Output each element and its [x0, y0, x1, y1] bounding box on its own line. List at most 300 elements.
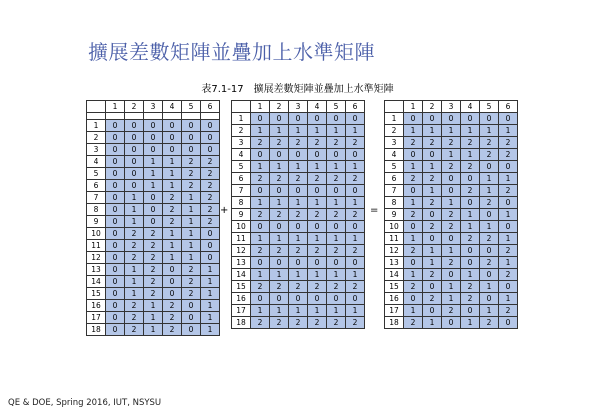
matrix-cell: 2: [480, 137, 499, 149]
matrix-cell: 1: [499, 293, 518, 305]
matrix-cell: 0: [106, 300, 125, 312]
matrix-cell: 2: [144, 228, 163, 240]
matrix-row: [385, 149, 518, 161]
matrix-cell: 0: [182, 324, 201, 336]
matrix-cell: 0: [106, 120, 125, 132]
matrix-cell: 0: [308, 185, 327, 197]
equals-sign: =: [370, 205, 379, 216]
matrix-cell: 1: [461, 209, 480, 221]
matrix-cell: 2: [308, 281, 327, 293]
matrix-row-header: 17: [87, 312, 106, 324]
matrix-cell: 0: [480, 293, 499, 305]
matrix-row: [385, 197, 518, 209]
matrix-cell: 0: [106, 180, 125, 192]
matrix-cell: 2: [201, 192, 220, 204]
matrix-row: [232, 209, 365, 221]
matrix-cell: 1: [182, 252, 201, 264]
matrix-cell: 1: [289, 161, 308, 173]
matrix-row-header: 7: [385, 185, 404, 197]
matrix-cell: 1: [125, 216, 144, 228]
matrix-row: [385, 221, 518, 233]
matrix-cell: 1: [346, 197, 365, 209]
matrix-cell: 2: [442, 161, 461, 173]
matrix-cell: 0: [480, 269, 499, 281]
matrix-cell: 2: [442, 137, 461, 149]
matrix-cell: 0: [461, 257, 480, 269]
matrix-cell: 1: [480, 185, 499, 197]
matrix-cell: 2: [125, 312, 144, 324]
matrix-cell: 0: [270, 293, 289, 305]
matrix-cell: 1: [163, 180, 182, 192]
matrix-cell: 0: [289, 149, 308, 161]
slide-title: 擴展差數矩陣並疊加上水準矩陣: [88, 40, 375, 64]
matrix-cell: 0: [423, 113, 442, 125]
matrix-cell: 2: [480, 197, 499, 209]
matrix-cell: 0: [327, 113, 346, 125]
matrix-cell: 2: [499, 305, 518, 317]
matrix-cell: 2: [499, 149, 518, 161]
matrix-cell: 0: [404, 149, 423, 161]
matrix-cell: 0: [106, 240, 125, 252]
matrix-cell: 1: [461, 221, 480, 233]
matrix-row: [232, 269, 365, 281]
matrix-row-header: 13: [385, 257, 404, 269]
matrix-cell: 1: [201, 312, 220, 324]
matrix-row-header: 2: [87, 132, 106, 144]
matrix-cell: 1: [201, 276, 220, 288]
matrix-row-header: 11: [385, 233, 404, 245]
matrix-cell: 0: [442, 185, 461, 197]
matrix-cell: 1: [480, 221, 499, 233]
matrix-gap-cell: [125, 113, 144, 120]
matrix-row-header: 18: [385, 317, 404, 329]
matrix-cell: 1: [182, 228, 201, 240]
matrix-row: [385, 245, 518, 257]
matrix-cell: 2: [327, 209, 346, 221]
matrix-row: [232, 221, 365, 233]
matrix-cell: 2: [480, 149, 499, 161]
matrix-cell: 1: [144, 300, 163, 312]
matrix-cell: 1: [442, 293, 461, 305]
matrix-cell: 0: [308, 221, 327, 233]
matrix-row-header: 14: [87, 276, 106, 288]
matrix-row: [385, 305, 518, 317]
matrix-row-header: 8: [87, 204, 106, 216]
matrix-cell: 1: [251, 197, 270, 209]
matrix-column-header: 3: [144, 101, 163, 113]
matrix-row-header: 16: [232, 293, 251, 305]
matrix-row-header: 14: [232, 269, 251, 281]
matrix-cell: 2: [423, 293, 442, 305]
matrix-cell: 0: [499, 197, 518, 209]
matrix-cell: 1: [423, 125, 442, 137]
matrix-row: [232, 137, 365, 149]
matrix-cell: 1: [201, 324, 220, 336]
matrix-cell: 0: [144, 192, 163, 204]
matrix-cell: 2: [201, 204, 220, 216]
matrix-cell: 0: [289, 113, 308, 125]
matrix-cell: 2: [289, 245, 308, 257]
matrix-row: [87, 204, 220, 216]
matrix-cell: 0: [251, 257, 270, 269]
matrix-cell: 1: [346, 125, 365, 137]
matrix-cell: 1: [442, 125, 461, 137]
matrix-row: [87, 156, 220, 168]
matrix-row: [87, 216, 220, 228]
matrix-cell: 0: [163, 132, 182, 144]
matrix-cell: 0: [201, 120, 220, 132]
matrix-cell: 2: [499, 269, 518, 281]
matrix-cell: 0: [270, 221, 289, 233]
matrix-cell: 1: [125, 276, 144, 288]
matrix-cell: 2: [182, 276, 201, 288]
matrix-cell: 1: [125, 192, 144, 204]
matrix-cell: 0: [106, 168, 125, 180]
matrix-cell: 2: [404, 317, 423, 329]
matrix-cell: 1: [346, 233, 365, 245]
matrix-cell: 1: [251, 233, 270, 245]
matrix-cell: 1: [461, 149, 480, 161]
matrix-cell: 2: [404, 209, 423, 221]
matrix-cell: 2: [251, 245, 270, 257]
matrix-cell: 0: [270, 257, 289, 269]
matrix-row-header: 4: [232, 149, 251, 161]
matrix-cell: 1: [404, 197, 423, 209]
matrix-cell: 0: [125, 120, 144, 132]
matrix-column-header: 2: [270, 101, 289, 113]
matrix-cell: 1: [308, 125, 327, 137]
matrix-cell: 0: [106, 192, 125, 204]
matrix-cell: 1: [327, 197, 346, 209]
matrix-cell: 2: [442, 305, 461, 317]
matrix-cell: 0: [404, 221, 423, 233]
matrix-cell: 0: [270, 113, 289, 125]
matrix-cell: 2: [182, 156, 201, 168]
matrix-cell: 0: [106, 216, 125, 228]
matrix-gap-cell: [106, 113, 125, 120]
matrix-cell: 1: [308, 161, 327, 173]
matrix-cell: 1: [251, 161, 270, 173]
matrix-cell: 1: [442, 149, 461, 161]
matrix-cell: 1: [182, 216, 201, 228]
matrix-column-header: 1: [251, 101, 270, 113]
matrix-cell: 1: [327, 269, 346, 281]
matrix-cell: 2: [480, 317, 499, 329]
matrix-row-header: 4: [385, 149, 404, 161]
matrix-cell: 0: [106, 264, 125, 276]
matrix-cell: 0: [499, 161, 518, 173]
matrix-column-header: 5: [327, 101, 346, 113]
matrix-row-header: 8: [232, 197, 251, 209]
matrix-cell: 0: [499, 317, 518, 329]
matrix-cell: 1: [423, 317, 442, 329]
matrix-row-header: 1: [232, 113, 251, 125]
matrix-row: [232, 281, 365, 293]
matrix-cell: 0: [106, 228, 125, 240]
matrix-cell: 0: [251, 113, 270, 125]
matrix-cell: 1: [442, 281, 461, 293]
matrix-row: [232, 113, 365, 125]
matrix-cell: 2: [144, 240, 163, 252]
matrix-row-header: 18: [232, 317, 251, 329]
matrix-cell: 1: [182, 240, 201, 252]
matrix-cell: 0: [442, 269, 461, 281]
matrix-cell: 0: [480, 161, 499, 173]
matrix-cell: 2: [182, 288, 201, 300]
matrix-cell: 2: [327, 173, 346, 185]
matrix-cell: 0: [125, 132, 144, 144]
footer-text: QE & DOE, Spring 2016, IUT, NSYSU: [8, 398, 162, 408]
matrix-header-row: [87, 101, 220, 113]
matrix-cell: 1: [423, 257, 442, 269]
matrix-column-header: 2: [125, 101, 144, 113]
matrix-cell: 2: [327, 245, 346, 257]
matrix-row-header: 9: [232, 209, 251, 221]
matrix-cell: 0: [346, 221, 365, 233]
matrix-row-header: 15: [232, 281, 251, 293]
matrix-row: [87, 192, 220, 204]
matrix-cell: 0: [346, 113, 365, 125]
matrix-cell: 0: [442, 113, 461, 125]
matrix-cell: 2: [499, 137, 518, 149]
matrix-cell: 2: [308, 209, 327, 221]
matrix-cell: 2: [270, 137, 289, 149]
matrix-cell: 0: [163, 144, 182, 156]
matrix-cell: 2: [163, 192, 182, 204]
matrix-row: [232, 233, 365, 245]
matrix-cell: 2: [251, 209, 270, 221]
matrix-cell: 1: [125, 204, 144, 216]
matrix-cell: 2: [125, 240, 144, 252]
matrix-cell: 2: [182, 180, 201, 192]
matrix-row: [385, 161, 518, 173]
matrix-cell: 1: [442, 245, 461, 257]
matrix-row-header: 12: [232, 245, 251, 257]
matrix-cell: 0: [251, 149, 270, 161]
matrix-cell: 2: [461, 185, 480, 197]
matrix-column-header: 3: [289, 101, 308, 113]
matrix-cell: 1: [289, 233, 308, 245]
matrix-cell: 2: [144, 288, 163, 300]
matrix-cell: 0: [327, 293, 346, 305]
matrix-cell: 2: [327, 281, 346, 293]
matrix-cell: 0: [201, 228, 220, 240]
matrix-cell: 0: [106, 288, 125, 300]
matrix-row-header: 10: [385, 221, 404, 233]
matrix-cell: 1: [480, 173, 499, 185]
matrix-cell: 1: [461, 125, 480, 137]
matrix-cell: 0: [125, 180, 144, 192]
matrix-cell: 2: [404, 281, 423, 293]
matrix-cell: 0: [251, 185, 270, 197]
matrix-cell: 0: [144, 144, 163, 156]
matrix-cell: 1: [270, 125, 289, 137]
matrix-cell: 1: [163, 228, 182, 240]
matrix-corner-cell: [87, 101, 106, 113]
matrix-row-header: 9: [385, 209, 404, 221]
matrix-row-header: 10: [232, 221, 251, 233]
matrix-cell: 0: [499, 221, 518, 233]
matrix-row-header: 1: [87, 120, 106, 132]
matrix-cell: 2: [289, 173, 308, 185]
matrix-cell: 2: [163, 216, 182, 228]
matrix-cell: 0: [461, 197, 480, 209]
matrix-row-header: 6: [87, 180, 106, 192]
matrix-cell: 1: [251, 305, 270, 317]
matrix-cell: 1: [404, 305, 423, 317]
matrix-row: [87, 120, 220, 132]
matrix-cell: 1: [163, 156, 182, 168]
matrix-cell: 1: [270, 161, 289, 173]
matrix-cell: 2: [423, 137, 442, 149]
matrix-cell: 0: [163, 120, 182, 132]
matrix-cell: 2: [404, 173, 423, 185]
matrix-cell: 1: [182, 192, 201, 204]
matrix-cell: 1: [201, 300, 220, 312]
matrix-row: [87, 168, 220, 180]
matrix-row-header: 7: [87, 192, 106, 204]
matrix-cell: 2: [251, 317, 270, 329]
matrix-gap-cell: [144, 113, 163, 120]
matrix-cell: 0: [270, 185, 289, 197]
matrix-cell: 1: [270, 197, 289, 209]
matrix-cell: 0: [144, 120, 163, 132]
matrix-cell: 0: [423, 233, 442, 245]
matrix-cell: 0: [480, 209, 499, 221]
matrix-row: [385, 209, 518, 221]
matrix-row-header: 18: [87, 324, 106, 336]
matrix-cell: 2: [480, 257, 499, 269]
matrix-cell: 0: [308, 293, 327, 305]
matrix-cell: 0: [327, 185, 346, 197]
matrix-cell: 2: [270, 317, 289, 329]
matrix-cell: 0: [163, 276, 182, 288]
matrix-cell: 1: [289, 269, 308, 281]
matrix-cell: 2: [442, 257, 461, 269]
matrix-cell: 1: [144, 324, 163, 336]
matrix-cell: 0: [423, 305, 442, 317]
matrix-cell: 1: [423, 161, 442, 173]
matrix-cell: 0: [289, 257, 308, 269]
matrix-row-header: 13: [232, 257, 251, 269]
matrix-cell: 0: [346, 257, 365, 269]
matrix-cell: 0: [144, 132, 163, 144]
matrix-cell: 2: [499, 245, 518, 257]
matrix-cell: 2: [201, 168, 220, 180]
matrix-cell: 0: [404, 185, 423, 197]
matrix-cell: 0: [201, 132, 220, 144]
table-caption: 表7.1-17 擴展差數矩陣並疊加上水準矩陣: [201, 84, 394, 95]
matrix-row: [232, 173, 365, 185]
matrix-cell: 2: [289, 281, 308, 293]
matrix-row-header: 17: [385, 305, 404, 317]
matrix-cell: 0: [125, 168, 144, 180]
matrix-cell: 1: [163, 240, 182, 252]
matrix-row: [87, 264, 220, 276]
matrix-cell: 1: [346, 269, 365, 281]
matrix-cell: 2: [125, 228, 144, 240]
matrix-cell: 2: [461, 293, 480, 305]
matrix-cell: 0: [106, 156, 125, 168]
matrix-column-header: 1: [404, 101, 423, 113]
matrix-cell: 2: [144, 264, 163, 276]
matrix-cell: 0: [308, 257, 327, 269]
matrix-cell: 0: [404, 293, 423, 305]
matrix-cell: 0: [163, 264, 182, 276]
matrix-cell: 0: [106, 312, 125, 324]
matrix-cell: 1: [499, 125, 518, 137]
matrix-cell: 0: [251, 221, 270, 233]
matrix-row-header: 1: [385, 113, 404, 125]
matrix-row: [232, 317, 365, 329]
matrix-cell: 0: [480, 245, 499, 257]
matrix-gap-row: [87, 113, 220, 120]
matrix-gap-cell: [201, 113, 220, 120]
matrix-cell: 0: [182, 312, 201, 324]
matrix-row-header: 6: [232, 173, 251, 185]
matrix-cell: 2: [270, 281, 289, 293]
matrix-row: [385, 137, 518, 149]
matrix-row-header: 3: [87, 144, 106, 156]
matrix-cell: 1: [308, 197, 327, 209]
matrix-column-header: 5: [480, 101, 499, 113]
matrix-cell: 1: [442, 197, 461, 209]
matrix-cell: 0: [163, 288, 182, 300]
matrix-cell: 1: [499, 257, 518, 269]
matrix-cell: 2: [125, 300, 144, 312]
matrix-cell: 2: [346, 137, 365, 149]
matrix-row-header: 16: [385, 293, 404, 305]
result-matrix: [384, 100, 518, 329]
matrix-cell: 1: [404, 161, 423, 173]
matrix-cell: 1: [270, 269, 289, 281]
matrix-cell: 0: [125, 144, 144, 156]
matrix-cell: 1: [327, 161, 346, 173]
matrix-row: [232, 245, 365, 257]
matrix-row-header: 9: [87, 216, 106, 228]
level-matrix: [231, 100, 365, 329]
matrix-row-header: 5: [232, 161, 251, 173]
matrix-cell: 0: [201, 240, 220, 252]
matrix-cell: 0: [346, 293, 365, 305]
matrix-cell: 1: [499, 209, 518, 221]
matrix-cell: 2: [182, 264, 201, 276]
matrix-cell: 2: [461, 161, 480, 173]
matrix-row-header: 13: [87, 264, 106, 276]
matrix-cell: 1: [125, 288, 144, 300]
matrix-row: [385, 113, 518, 125]
matrix-row-header: 14: [385, 269, 404, 281]
matrix-column-header: 4: [163, 101, 182, 113]
plus-sign: +: [220, 205, 229, 216]
matrix-row: [87, 144, 220, 156]
matrix-cell: 0: [144, 216, 163, 228]
matrix-cell: 2: [423, 173, 442, 185]
matrix-row-header: 2: [232, 125, 251, 137]
matrix-cell: 0: [201, 252, 220, 264]
matrix-cell: 2: [270, 245, 289, 257]
matrix-cell: 0: [106, 276, 125, 288]
matrix-cell: 1: [499, 173, 518, 185]
matrix-cell: 1: [461, 269, 480, 281]
matrix-cell: 0: [461, 173, 480, 185]
matrix-row-header: 3: [232, 137, 251, 149]
matrix-cell: 2: [125, 324, 144, 336]
matrix-row: [232, 293, 365, 305]
matrix-cell: 0: [346, 185, 365, 197]
matrix-cell: 1: [404, 269, 423, 281]
matrix-column-header: 6: [346, 101, 365, 113]
